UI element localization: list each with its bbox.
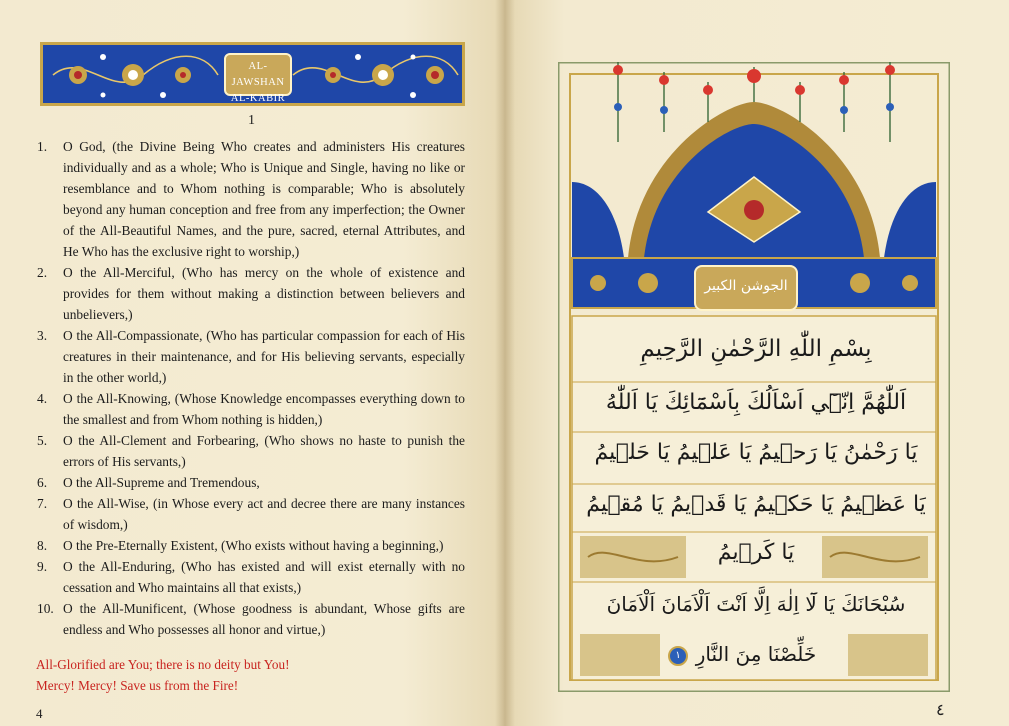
item-number: 2. xyxy=(37,265,48,280)
page-number-right: ٤ xyxy=(936,702,945,719)
list-item xyxy=(37,472,465,493)
item-number: 6. xyxy=(37,475,48,490)
verse-marker-icon: ١ xyxy=(668,646,688,666)
arabic-line-4: يَا عَظ۪يمُ يَا حَك۪يمُ يَا قَد۪يمُ يَا مُق۪يمُ xyxy=(586,492,926,517)
page-number-left: 4 xyxy=(36,706,43,721)
item-text: O the All-Merciful, (Who has mercy on the whole of existence and provides for them without making a distinction between believers and unbelievers,) xyxy=(63,265,465,322)
header-title-cartouche xyxy=(224,53,292,104)
list-item xyxy=(37,325,465,388)
item-number: 3. xyxy=(37,328,48,343)
header-title-line1: AL-JAWSHAN xyxy=(231,61,285,88)
closing-supplication xyxy=(36,654,289,696)
book-gutter xyxy=(495,0,515,726)
item-text: O the All-Wise, (in Whose every act and decree there are many instances of wisdom,) xyxy=(63,496,465,532)
arabic-line-5: يَا كَر۪يمُ xyxy=(717,540,795,565)
arabic-line-1: بِسْمِ اللّٰهِ الرَّحْمٰنِ الرَّحِيمِ xyxy=(640,336,872,362)
item-number: 1. xyxy=(37,139,48,154)
list-item xyxy=(37,493,465,535)
header-ornament-band xyxy=(40,42,465,106)
list-item xyxy=(37,262,465,325)
closing-line-2: Mercy! Mercy! Save us from the Fire! xyxy=(36,678,239,693)
item-number: 10. xyxy=(37,601,54,616)
arabic-line-7: خَلِّصْنَا مِنَ النَّارِ xyxy=(695,642,817,666)
arabic-line-6: سُبْحَانَكَ يَا لَٓا اِلٰهَ اِلَّا اَنْتَ اَلْاَمَانَ اَلْاَمَانَ xyxy=(606,592,906,616)
list-item xyxy=(37,556,465,598)
item-number: 5. xyxy=(37,433,48,448)
arabic-line-2: اَللّٰهُمَّ اِنّ۪ٓي اَسْاَلُكَ بِاَسْمَٓائِكَ يَا اَللّٰهُ xyxy=(605,390,907,415)
item-text: O God, (the Divine Being Who creates and administers His creatures individually and as a whole; Who is Unique and Single, having no like or resemblance and to Whom nothing is comparable; Who is absolutely beyond any human conception and free from any imperfection; the Owner of the All-Beautiful Names, and the pure, sacred, eternal Attributes, and He Who has the exclusive right to worship,) xyxy=(63,139,465,259)
list-item xyxy=(37,388,465,430)
item-text: O the All-Knowing, (Whose Knowledge encompasses everything down to the smallest and from Whom nothing is hidden,) xyxy=(63,391,465,427)
header-title-line2: AL-KABIR xyxy=(230,93,286,104)
arabic-title-cartouche: الجوشن الكبير xyxy=(694,265,798,311)
list-item xyxy=(37,136,465,262)
item-text: O the All-Enduring, (Who has existed and will exist eternally with no cessation and Who maintains all that exists,) xyxy=(63,559,465,595)
closing-line-1: All-Glorified are You; there is no deity but You! xyxy=(36,657,290,672)
item-number: 8. xyxy=(37,538,48,553)
arabic-line-3: يَا رَحْمٰنُ يَا رَح۪يمُ يَا عَل۪يمُ يَا حَل۪يمُ xyxy=(594,440,918,465)
list-item xyxy=(37,430,465,472)
item-text: O the All-Supreme and Tremendous, xyxy=(63,475,260,490)
item-number: 9. xyxy=(37,559,48,574)
item-text: O the All-Clement and Forbearing, (Who shows no haste to punish the errors of His servants,) xyxy=(63,433,465,469)
item-text: O the All-Compassionate, (Who has particular compassion for each of His creatures in their maintenance, and for His believing servants, especially in the other world,) xyxy=(63,328,465,385)
list-item xyxy=(37,598,465,640)
item-number: 7. xyxy=(37,496,48,511)
section-number: 1 xyxy=(248,113,255,128)
invocation-list xyxy=(37,136,465,640)
item-number: 4. xyxy=(37,391,48,406)
item-text: O the Pre-Eternally Existent, (Who exists without having a beginning,) xyxy=(63,538,444,553)
item-text: O the All-Munificent, (Whose goodness is abundant, Whose gifts are endless and Who possesses all honor and virtue,) xyxy=(63,601,465,637)
list-item xyxy=(37,535,465,556)
